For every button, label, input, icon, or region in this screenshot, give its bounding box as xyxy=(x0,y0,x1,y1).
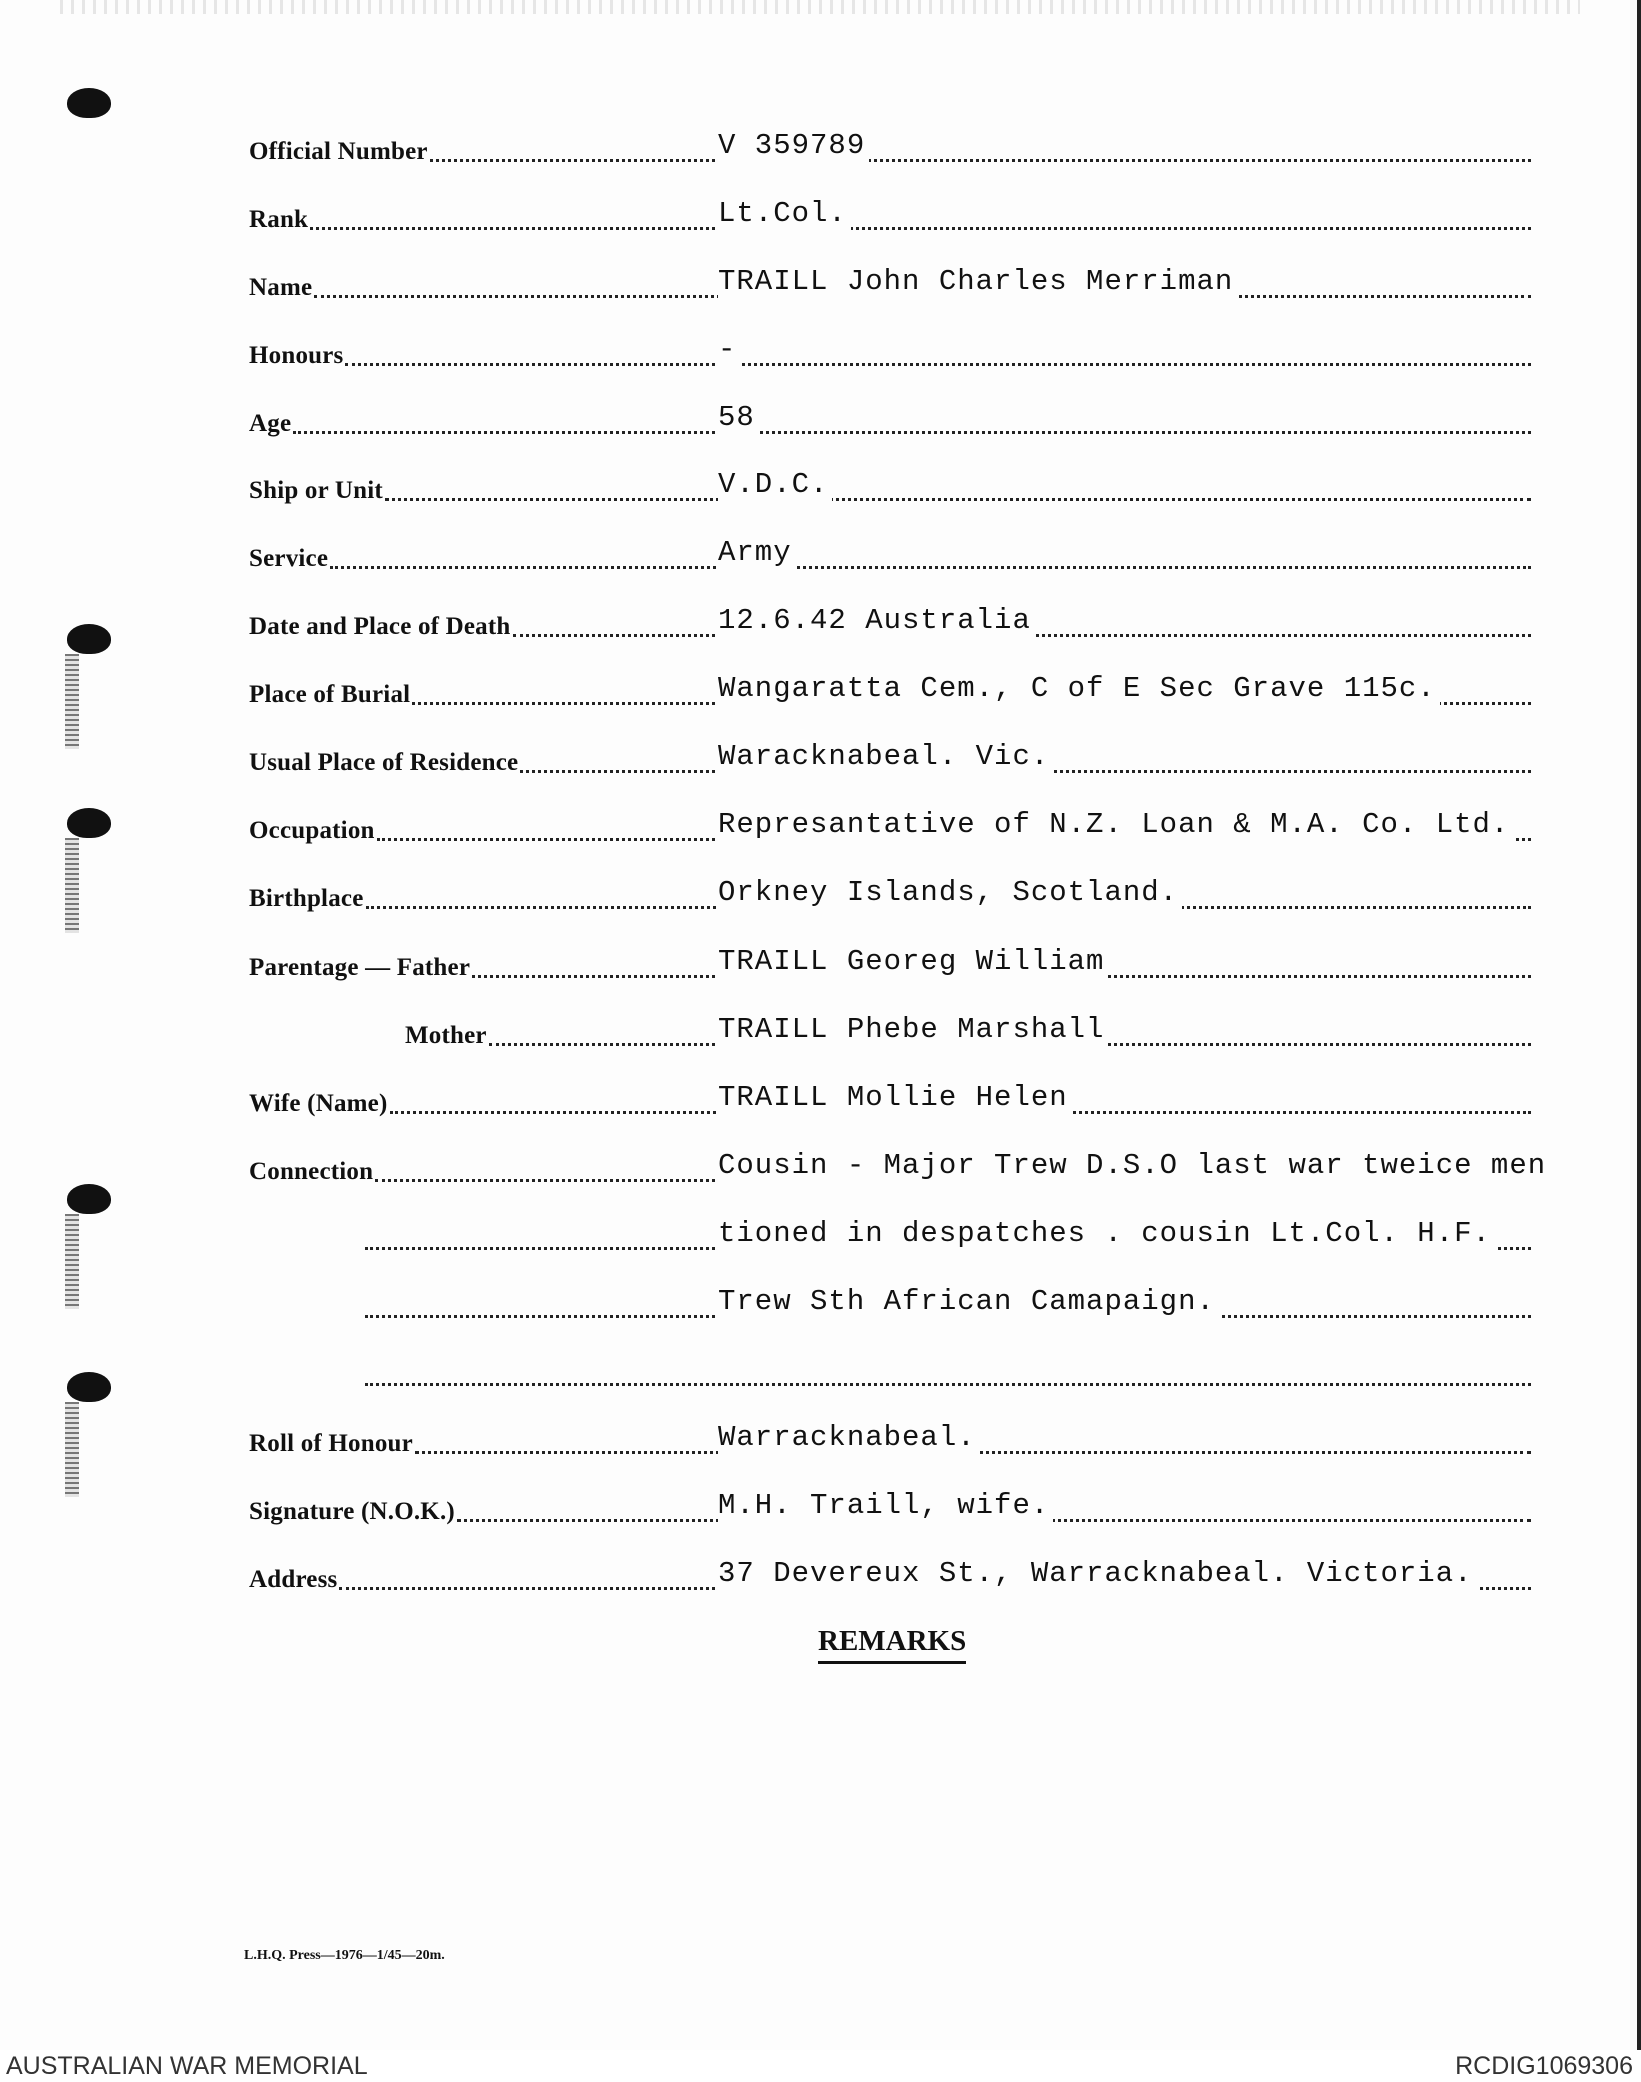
remarks-heading: REMARKS xyxy=(818,1625,966,1664)
dotted-leader xyxy=(330,566,1531,569)
dotted-leader xyxy=(385,498,1531,501)
form-row xyxy=(0,809,1641,849)
field-label: Official Number xyxy=(249,138,428,165)
dotted-leader xyxy=(430,159,1531,162)
form-row xyxy=(0,198,1641,238)
form-row xyxy=(0,1354,1641,1394)
dotted-leader xyxy=(345,363,1531,366)
form-row xyxy=(0,741,1641,781)
form-row xyxy=(0,1150,1641,1190)
field-value: 58 xyxy=(718,401,759,434)
dotted-leader xyxy=(293,431,1531,434)
footer-source: AUSTRALIAN WAR MEMORIAL xyxy=(6,2052,368,2080)
field-label: Occupation xyxy=(249,817,375,844)
form-row xyxy=(0,1218,1641,1258)
field-value: TRAILL Phebe Marshall xyxy=(718,1013,1108,1046)
field-value: Waracknabeal. Vic. xyxy=(718,740,1053,773)
field-value: Orkney Islands, Scotland. xyxy=(718,876,1182,909)
form-row xyxy=(0,402,1641,442)
field-label: Birthplace xyxy=(249,885,364,912)
field-label: Mother xyxy=(405,1022,487,1049)
form-row xyxy=(0,1558,1641,1598)
dotted-leader xyxy=(310,227,1531,230)
field-value: V.D.C. xyxy=(718,468,832,501)
press-mark: L.H.Q. Press—1976—1/45—20m. xyxy=(244,1948,445,1963)
form-row xyxy=(0,673,1641,713)
field-label: Rank xyxy=(249,206,309,233)
field-label: Age xyxy=(249,410,292,437)
field-label: Connection xyxy=(249,1158,374,1185)
field-label: Signature (N.O.K.) xyxy=(249,1498,455,1525)
field-value: tioned in despatches . cousin Lt.Col. H.F. xyxy=(718,1217,1495,1250)
dotted-leader xyxy=(365,1383,1531,1386)
form-row xyxy=(0,1014,1641,1054)
field-label: Roll of Honour xyxy=(249,1430,413,1457)
field-value: TRAILL Mollie Helen xyxy=(718,1081,1072,1114)
field-value: 37 Devereux St., Warracknabeal. Victoria. xyxy=(718,1557,1477,1590)
field-label: Usual Place of Residence xyxy=(249,749,519,776)
field-value: Represantative of N.Z. Loan & M.A. Co. Ltd. xyxy=(718,808,1513,841)
form-row xyxy=(0,469,1641,509)
field-label: Place of Burial xyxy=(249,681,411,708)
form-row xyxy=(0,130,1641,170)
field-label: Parentage — Father xyxy=(249,954,471,981)
field-value: V 359789 xyxy=(718,129,869,162)
field-value: TRAILL John Charles Merriman xyxy=(718,265,1237,298)
field-label: Address xyxy=(249,1566,338,1593)
field-value: Cousin - Major Trew D.S.O last war tweice men xyxy=(718,1149,1550,1182)
form-row xyxy=(0,266,1641,306)
form-row xyxy=(0,946,1641,986)
form-row xyxy=(0,1422,1641,1462)
field-label: Service xyxy=(249,545,329,572)
form-row xyxy=(0,334,1641,374)
footer-id: RCDIG1069306 xyxy=(1455,2052,1633,2080)
field-value: Lt.Col. xyxy=(718,197,851,230)
field-value: Warracknabeal. xyxy=(718,1421,980,1454)
form-row xyxy=(0,877,1641,917)
form-row xyxy=(0,537,1641,577)
scan-noise xyxy=(60,0,1580,14)
form-row xyxy=(0,1286,1641,1326)
field-label: Date and Place of Death xyxy=(249,613,511,640)
field-value: 12.6.42 Australia xyxy=(718,604,1035,637)
field-label: Ship or Unit xyxy=(249,477,383,504)
field-value: Army xyxy=(718,536,796,569)
field-value: M.H. Traill, wife. xyxy=(718,1489,1053,1522)
footer xyxy=(0,2050,1641,2082)
form-row xyxy=(0,1082,1641,1122)
field-value: Wangaratta Cem., C of E Sec Grave 115c. xyxy=(718,672,1440,705)
form-row xyxy=(0,1490,1641,1530)
field-label: Wife (Name) xyxy=(249,1090,388,1117)
form-row xyxy=(0,605,1641,645)
field-value: - xyxy=(718,333,740,366)
field-value: Trew Sth African Camapaign. xyxy=(718,1285,1219,1318)
field-value: TRAILL Georeg William xyxy=(718,945,1108,978)
field-label: Honours xyxy=(249,342,344,369)
field-label: Name xyxy=(249,274,313,301)
